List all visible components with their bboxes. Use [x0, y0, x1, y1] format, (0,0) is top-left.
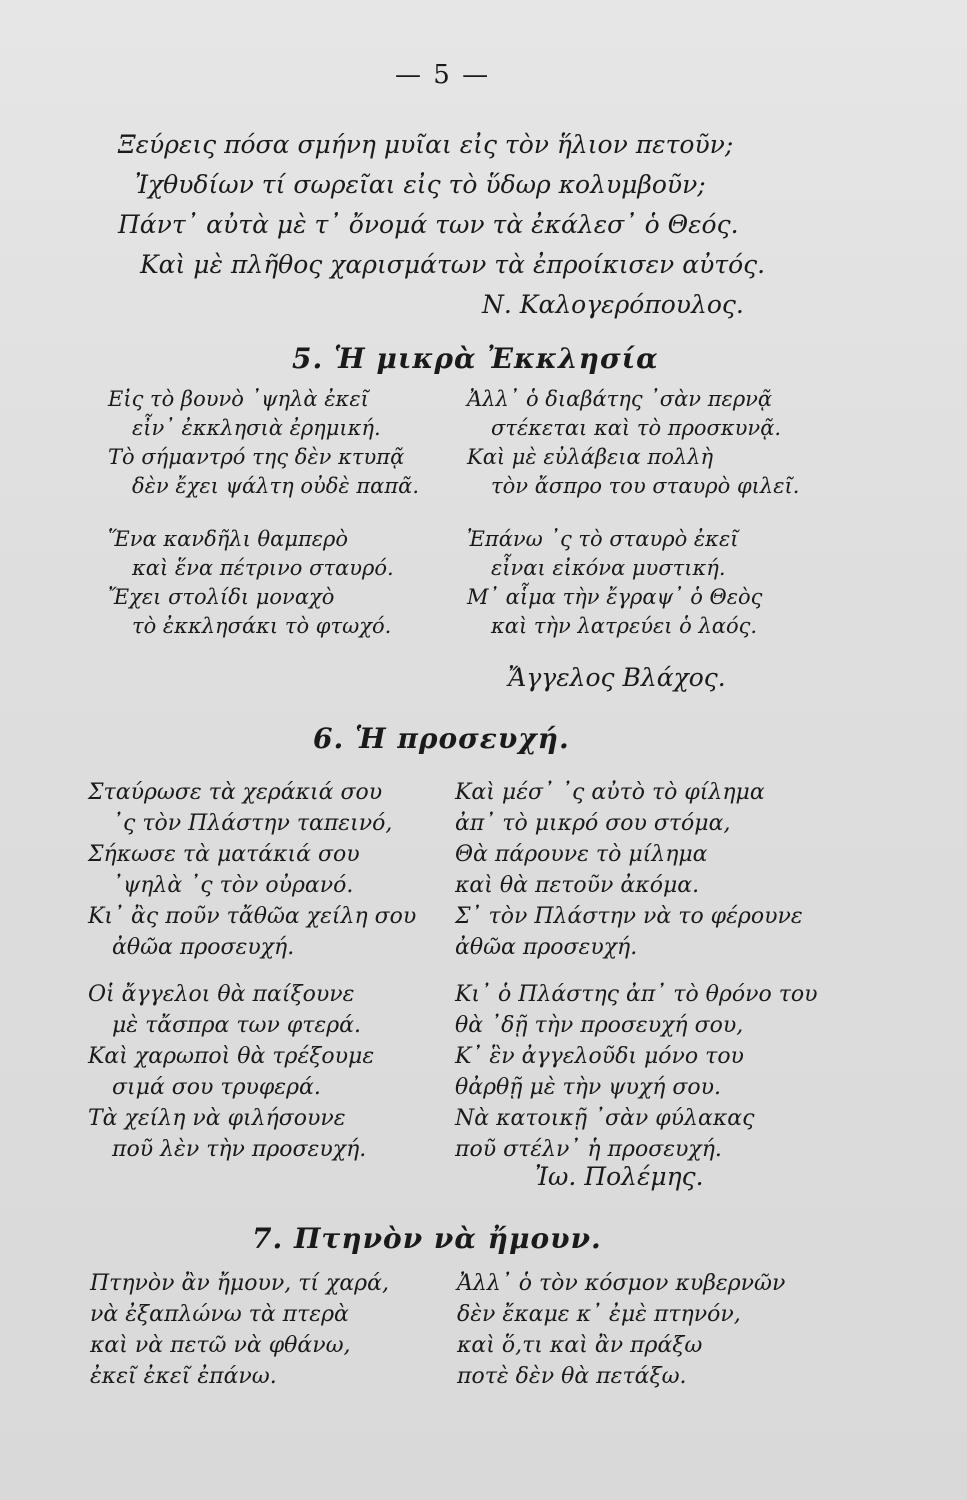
verse-line: Μ᾽ αἷμα τὴν ἔγραψ᾽ ὁ Θεὸς: [467, 585, 763, 609]
section-6-signature: Ἰω. Πολέμης.: [535, 1162, 704, 1191]
verse-line: δὲν ἔκαμε κ᾽ ἐμὲ πτηνόν,: [457, 1302, 741, 1327]
page-number: — 5 —: [395, 60, 491, 90]
section-6-right-column: [455, 777, 818, 1165]
verse-line: ἀθῶα προσευχή.: [455, 935, 638, 960]
verse-line: θἀρθῇ μὲ τὴν ψυχή σου.: [455, 1075, 722, 1100]
verse-line: Θὰ πάρουνε τὸ μίλημα: [455, 842, 708, 867]
section-6-left-column: [88, 777, 416, 1165]
intro-line: Ἰχθυδίων τί σωρεῖαι εἰς τὸ ὕδωρ κολυμβοῦν;: [135, 170, 706, 199]
verse-line: ποῦ λὲν τὴν προσευχή.: [112, 1137, 367, 1162]
verse-line: Ἐπάνω ᾿ς τὸ σταυρὸ ἐκεῖ: [467, 527, 739, 551]
verse-line: νὰ ἐξαπλώνω τὰ πτερὰ: [90, 1302, 349, 1327]
verse-line: Κι᾽ ἂς ποῦν τἄθῶα χείλη σου: [88, 904, 417, 929]
verse-line: ἀθῶα προσευχή.: [112, 935, 295, 960]
verse-line: Κι᾽ ὁ Πλάστης ἀπ᾽ τὸ θρόνο του: [455, 982, 818, 1007]
verse-line: ᾿ς τὸν Πλάστην ταπεινό,: [112, 811, 393, 836]
verse-line: καὶ ὅ,τι καὶ ἂν πράξω: [457, 1333, 703, 1358]
verse-line: Νὰ κατοικῇ ᾿σὰν φύλακας: [455, 1106, 755, 1131]
intro-line: Πάντ᾽ αὐτὰ μὲ τ᾽ ὄνομά των τὰ ἐκάλεσ᾽ ὁ Θεός.: [118, 210, 739, 239]
section-5-left-column: [108, 385, 419, 641]
verse-line: Τὸ σήμαντρό της δὲν κτυπᾷ: [108, 445, 405, 469]
verse-line: Πτηνὸν ἂν ἤμουν, τί χαρά,: [90, 1271, 389, 1296]
verse-line: Ἔχει στολίδι μοναχὸ: [108, 585, 335, 609]
verse-line: Κ᾽ ἓν ἀγγελοῦδι μόνο του: [455, 1044, 744, 1069]
section-5-right-column: [467, 385, 799, 641]
verse-line: Σ᾽ τὸν Πλάστην νὰ το φέρουνε: [455, 904, 803, 929]
verse-line: Οἱ ἄγγελοι θὰ παίξουνε: [88, 982, 355, 1007]
verse-line: εἶναι εἰκόνα μυστική.: [491, 556, 726, 580]
section-7-left-column: [90, 1268, 389, 1392]
verse-line: καὶ τὴν λατρεύει ὁ λαός.: [491, 614, 758, 638]
verse-line: τὸ ἐκκλησάκι τὸ φτωχό.: [132, 614, 392, 638]
verse-line: Καὶ μέσ᾽ ᾿ς αὐτὸ τὸ φίλημα: [455, 780, 765, 805]
section-7-right-column: [457, 1268, 785, 1392]
verse-line: δὲν ἔχει ψάλτη οὐδὲ παπᾶ.: [132, 474, 419, 498]
verse-line: στέκεται καὶ τὸ προσκυνᾷ.: [491, 416, 782, 440]
verse-line: Σταύρωσε τὰ χεράκιά σου: [88, 780, 383, 805]
section-5-title: 5. Ἡ μικρὰ Ἐκκλησία: [292, 342, 659, 375]
verse-line: ἀπ᾽ τὸ μικρό σου στόμα,: [455, 811, 731, 836]
section-7-title: 7. Πτηνὸν νὰ ἤμουν.: [252, 1222, 602, 1255]
verse-line: σιμά σου τρυφερά.: [112, 1075, 321, 1100]
verse-line: Καὶ μὲ εὐλάβεια πολλὴ: [467, 445, 714, 469]
verse-line: Καὶ χαρωποὶ θὰ τρέξουμε: [88, 1044, 375, 1069]
verse-line: ποῦ στέλν᾽ ἡ προσευχή.: [455, 1137, 722, 1162]
section-5-signature: Ἄγγελος Βλάχος.: [508, 663, 726, 692]
verse-line: Σήκωσε τὰ ματάκιά σου: [88, 842, 360, 867]
verse-line: ἐκεῖ ἐκεῖ ἐπάνω.: [90, 1364, 277, 1389]
verse-line: μὲ τἄσπρα των φτερά.: [112, 1013, 362, 1038]
verse-line: Ἀλλ᾽ ὁ τὸν κόσμον κυβερνῶν: [457, 1271, 786, 1296]
verse-line: εἶν᾽ ἐκκλησιὰ ἐρημική.: [132, 416, 381, 440]
verse-line: καὶ νὰ πετῶ νὰ φθάνω,: [90, 1333, 351, 1358]
verse-line: καὶ θὰ πετοῦν ἀκόμα.: [455, 873, 700, 898]
verse-line: καὶ ἕνα πέτρινο σταυρό.: [132, 556, 394, 580]
section-6-title: 6. Ἡ προσευχή.: [313, 722, 570, 755]
intro-line: Καὶ μὲ πλῆθος χαρισμάτων τὰ ἐπροίκισεν αὐτός.: [140, 250, 766, 279]
verse-line: θὰ ᾿δῇ τὴν προσευχή σου,: [455, 1013, 744, 1038]
verse-line: ποτὲ δὲν θὰ πετάξω.: [457, 1364, 687, 1389]
verse-line: Ἀλλ᾽ ὁ διαβάτης ᾿σὰν περνᾷ: [467, 387, 773, 411]
verse-line: τὸν ἄσπρο του σταυρὸ φιλεῖ.: [491, 474, 800, 498]
verse-line: Τὰ χείλη νὰ φιλήσουνε: [88, 1106, 346, 1131]
intro-line: Ξεύρεις πόσα σμήνη μυῖαι εἰς τὸν ἥλιον πετοῦν;: [118, 130, 734, 159]
verse-line: Εἰς τὸ βουνὸ ᾿ψηλὰ ἐκεῖ: [108, 387, 369, 411]
intro-signature: Ν. Καλογερόπουλος.: [482, 290, 744, 319]
verse-line: Ἕνα κανδῆλι θαμπερὸ: [108, 527, 349, 551]
verse-line: ᾿ψηλὰ ᾿ς τὸν οὐρανό.: [112, 873, 354, 898]
